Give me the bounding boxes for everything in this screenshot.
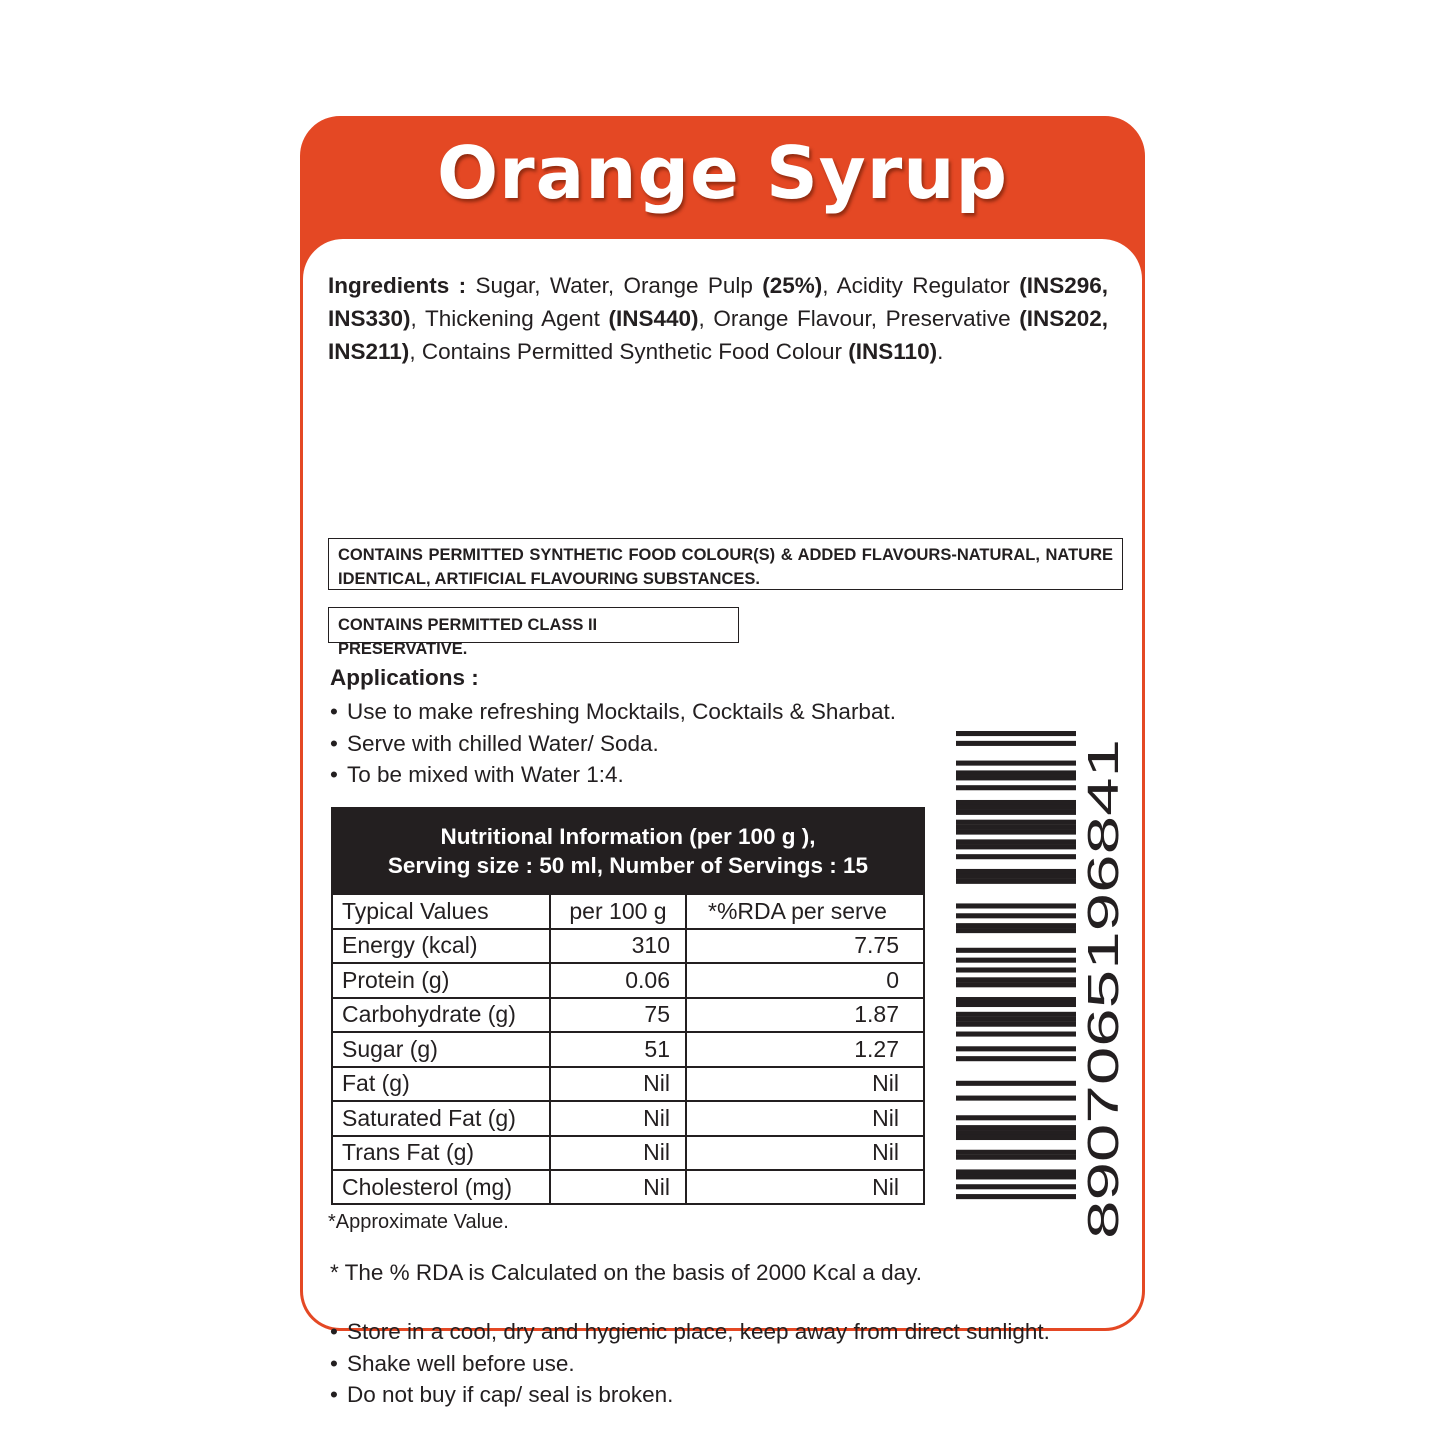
- table-row: [333, 1067, 923, 1102]
- nutrient-name: Energy (kcal): [333, 929, 550, 964]
- list-item: • Serve with chilled Water/ Soda.: [330, 728, 896, 760]
- barcode-bar: [956, 1174, 1076, 1179]
- per-100g-value: Nil: [550, 1101, 686, 1136]
- list-item: • Use to make refreshing Mocktails, Cocktails & Sharbat.: [330, 696, 896, 728]
- barcode-bar: [956, 903, 1076, 908]
- barcode-bar: [956, 913, 1076, 918]
- barcode-bar: [956, 928, 1076, 933]
- barcode-bar: [956, 741, 1076, 746]
- ingredients-part: , Orange Flavour, Preservative: [698, 306, 1020, 331]
- product-title: Orange Syrup: [436, 131, 1009, 215]
- barcode-bar: [956, 997, 1076, 1002]
- ingredients-part: (INS202, INS211): [328, 306, 1108, 364]
- barcode-bar: [956, 1194, 1076, 1199]
- nutrient-name: Cholesterol (mg): [333, 1170, 550, 1205]
- barcode-bar: [956, 805, 1076, 810]
- barcode-bar: [956, 948, 1076, 953]
- per-100g-value: 51: [550, 1032, 686, 1067]
- list-item: • Do not buy if cap/ seal is broken.: [330, 1379, 1050, 1411]
- table-row: [333, 998, 923, 1033]
- barcode-bar: [956, 1002, 1076, 1007]
- barcode-bar: [956, 869, 1076, 874]
- barcode-bar: [956, 825, 1076, 830]
- label-panel: [303, 239, 1142, 1407]
- barcode-bar: [956, 731, 1076, 736]
- barcode-bar: [956, 879, 1076, 884]
- per-100g-value: 310: [550, 929, 686, 964]
- table-row: [333, 1170, 923, 1205]
- barcode-bar: [956, 854, 1076, 859]
- barcode-bar: [956, 967, 1076, 972]
- ingredients-part: , Acidity Regulator: [822, 273, 1020, 298]
- rda-value: 0: [686, 963, 923, 998]
- ingredients-part: (INS440): [608, 306, 699, 331]
- rda-value: 1.87: [686, 998, 923, 1033]
- nutrition-heading-line2: Serving size : 50 ml, Number of Servings : 15: [387, 853, 869, 878]
- ingredients-part: , Contains Permitted Synthetic Food Colour: [409, 339, 849, 364]
- barcode-bar: [956, 820, 1076, 825]
- barcode-bar: [956, 1169, 1076, 1174]
- barcode-bar: [956, 923, 1076, 928]
- storage-instructions: [330, 1316, 1050, 1411]
- barcode: [954, 727, 1128, 1252]
- barcode-bar: [956, 1017, 1076, 1022]
- barcode-graphic: [954, 727, 1128, 1247]
- barcode-bar: [956, 958, 1076, 963]
- nutrient-name: Carbohydrate (g): [333, 998, 550, 1033]
- nutrient-name: Saturated Fat (g): [333, 1101, 550, 1136]
- applications-title: Applications :: [330, 665, 479, 690]
- barcode-bar: [956, 839, 1076, 844]
- ingredients-part: (INS110): [848, 339, 938, 364]
- ingredients-text: [328, 269, 1108, 368]
- barcode-bar: [956, 1046, 1076, 1051]
- barcode-bar: [956, 1012, 1076, 1017]
- nutrient-name: Fat (g): [333, 1067, 550, 1102]
- table-row: [333, 963, 923, 998]
- barcode-bar: [956, 770, 1076, 775]
- ingredients-part: .: [937, 339, 944, 364]
- approx-value-note: *Approximate Value.: [328, 1211, 509, 1233]
- nutrient-name: Sugar (g): [333, 1032, 550, 1067]
- applications-list: [330, 696, 896, 791]
- list-item: • Store in a cool, dry and hygienic place, keep away from direct sunlight.: [330, 1316, 1050, 1348]
- preservative-notice: CONTAINS PERMITTED CLASS II PRESERVATIVE.: [328, 607, 739, 643]
- ingredients-part: (25%): [762, 273, 823, 298]
- barcode-bar: [956, 775, 1076, 780]
- barcode-bar: [956, 977, 1076, 982]
- per-100g-value: Nil: [550, 1170, 686, 1205]
- nutrition-values: [333, 893, 923, 1205]
- table-row: [333, 1032, 923, 1067]
- list-item: • To be mixed with Water 1:4.: [330, 759, 896, 791]
- rda-value: 1.27: [686, 1032, 923, 1067]
- rda-value: 7.75: [686, 929, 923, 964]
- per-100g-value: Nil: [550, 1136, 686, 1171]
- barcode-bar: [956, 785, 1076, 790]
- rda-value: Nil: [686, 1136, 923, 1171]
- barcode-bar: [956, 1184, 1076, 1189]
- ingredients-label: Ingredients :: [328, 273, 467, 298]
- per-100g-value: Nil: [550, 1067, 686, 1102]
- nutrient-name: Protein (g): [333, 963, 550, 998]
- rda-value: Nil: [686, 1067, 923, 1102]
- barcode-bar: [956, 982, 1076, 987]
- barcode-bar: [956, 1115, 1076, 1120]
- barcode-bar: [956, 761, 1076, 766]
- barcode-bar: [956, 800, 1076, 805]
- column-header: per 100 g: [550, 894, 686, 929]
- nutrition-heading-line1: Nutritional Information (per 100 g ),: [440, 824, 816, 849]
- rda-basis-note: * The % RDA is Calculated on the basis of 2000 Kcal a day.: [330, 1260, 923, 1285]
- nutrient-name: Trans Fat (g): [333, 1136, 550, 1171]
- table-row: [333, 1101, 923, 1136]
- per-100g-value: 0.06: [550, 963, 686, 998]
- barcode-bar: [956, 1096, 1076, 1101]
- table-row: [333, 1136, 923, 1171]
- table-header-row: [333, 894, 923, 929]
- barcode-bar: [956, 874, 1076, 879]
- barcode-bar: [956, 844, 1076, 849]
- barcode-bar: [956, 830, 1076, 835]
- colour-flavour-notice: CONTAINS PERMITTED SYNTHETIC FOOD COLOUR(S) & ADDED FLAVOURS-NATURAL, NATURE IDENTICAL, ARTIFICIAL FLAVOURING SUBSTANCES.: [328, 538, 1123, 590]
- barcode-number: 8907065196841: [1079, 920, 1128, 1239]
- nutrition-table: [331, 807, 925, 1205]
- product-label: [300, 116, 1145, 1407]
- barcode-bar: [956, 1125, 1076, 1130]
- barcode-bar: [956, 1032, 1076, 1037]
- ingredients-part: Sugar, Water, Orange Pulp: [466, 273, 763, 298]
- barcode-bar: [956, 1130, 1076, 1135]
- barcode-bars: [956, 731, 1076, 1199]
- barcode-bar: [956, 1056, 1076, 1061]
- column-header: Typical Values: [333, 894, 550, 929]
- barcode-bar: [956, 1155, 1076, 1160]
- barcode-bar: [956, 1022, 1076, 1027]
- per-100g-value: 75: [550, 998, 686, 1033]
- barcode-bar: [956, 1081, 1076, 1086]
- column-header: *%RDA per serve: [686, 894, 923, 929]
- rda-value: Nil: [686, 1170, 923, 1205]
- table-row: [333, 929, 923, 964]
- list-item: • Shake well before use.: [330, 1348, 1050, 1380]
- barcode-bar: [956, 1135, 1076, 1140]
- nutrition-heading: [333, 809, 923, 893]
- ingredients-part: , Thickening Agent: [410, 306, 609, 331]
- rda-value: Nil: [686, 1101, 923, 1136]
- barcode-bar: [956, 810, 1076, 815]
- ingredients-part: (INS296, INS330): [328, 273, 1108, 331]
- barcode-bar: [956, 1150, 1076, 1155]
